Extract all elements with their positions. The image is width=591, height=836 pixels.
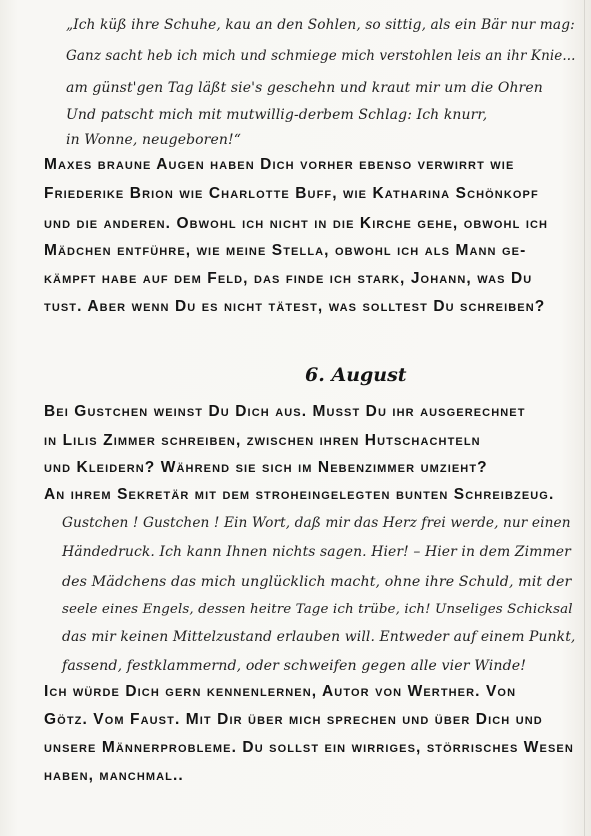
- text-line: Mädchen entführe, wie meine Stella, obwohl ich als Mann ge-: [44, 242, 527, 259]
- date-heading: 6. August: [305, 364, 407, 386]
- text-line: haben, manchmal..: [44, 767, 184, 784]
- text-line: kämpft habe auf dem Feld, das finde ich stark, Johann, was Du: [44, 270, 533, 287]
- quote-line: in Wonne, neugeboren!“: [66, 132, 241, 148]
- text-line: und Kleidern? Während sie sich im Nebenzimmer umzieht?: [44, 459, 488, 476]
- text-line: Ich würde Dich gern kennenlernen, Autor von Werther. Von: [44, 683, 517, 700]
- quote-line: am günst'gen Tag läßt sie's geschehn und kraut mir um die Ohren: [66, 80, 543, 96]
- text-line: Friederike Brion wie Charlotte Buff, wie Katharina Schönkopf: [44, 185, 539, 202]
- text-line: Götz. Vom Faust. Mit Dir über mich sprechen und über Dich und: [44, 711, 543, 728]
- quote-line: Ganz sacht heb ich mich und schmiege mich verstohlen leis an ihr Knie...: [66, 48, 576, 64]
- quote-line: das mir keinen Mittelzustand erlauben will. Entweder auf einem Punkt,: [62, 629, 576, 645]
- quote-line: Gustchen ! Gustchen ! Ein Wort, daß mir das Herz frei werde, nur einen: [62, 515, 571, 531]
- text-line: An ihrem Sekretär mit dem stroheingelegten bunten Schreibzeug.: [44, 486, 555, 503]
- text-line: tust. Aber wenn Du es nicht tätest, was solltest Du schreiben?: [44, 298, 546, 315]
- page-edge: [584, 0, 585, 836]
- text-line: unsere Männerprobleme. Du sollst ein wirriges, störrisches Wesen: [44, 739, 574, 756]
- quote-line: des Mädchens das mich unglücklich macht, ohne ihre Schuld, mit der: [62, 574, 572, 590]
- quote-line: Und patscht mich mit mutwillig-derbem Schlag: Ich knurr,: [66, 107, 488, 123]
- quote-line: fassend, festklammernd, oder schweifen gegen alle vier Winde!: [62, 658, 527, 674]
- quote-line: seele eines Engels, dessen heitre Tage ich trübe, ich! Unseliges Schicksal: [62, 602, 573, 617]
- text-line: Maxes braune Augen haben Dich vorher ebenso verwirrt wie: [44, 156, 515, 173]
- text-line: und die anderen. Obwohl ich nicht in die Kirche gehe, obwohl ich: [44, 215, 549, 232]
- text-line: Bei Gustchen weinst Du Dich aus. Musst Du ihr ausgerechnet: [44, 403, 526, 420]
- quote-line: „Ich küß ihre Schuhe, kau an den Sohlen, so sittig, als ein Bär nur mag:: [66, 17, 575, 33]
- text-line: in Lilis Zimmer schreiben, zwischen ihren Hutschachteln: [44, 432, 481, 449]
- quote-line: Händedruck. Ich kann Ihnen nichts sagen. Hier! – Hier in dem Zimmer: [62, 544, 571, 560]
